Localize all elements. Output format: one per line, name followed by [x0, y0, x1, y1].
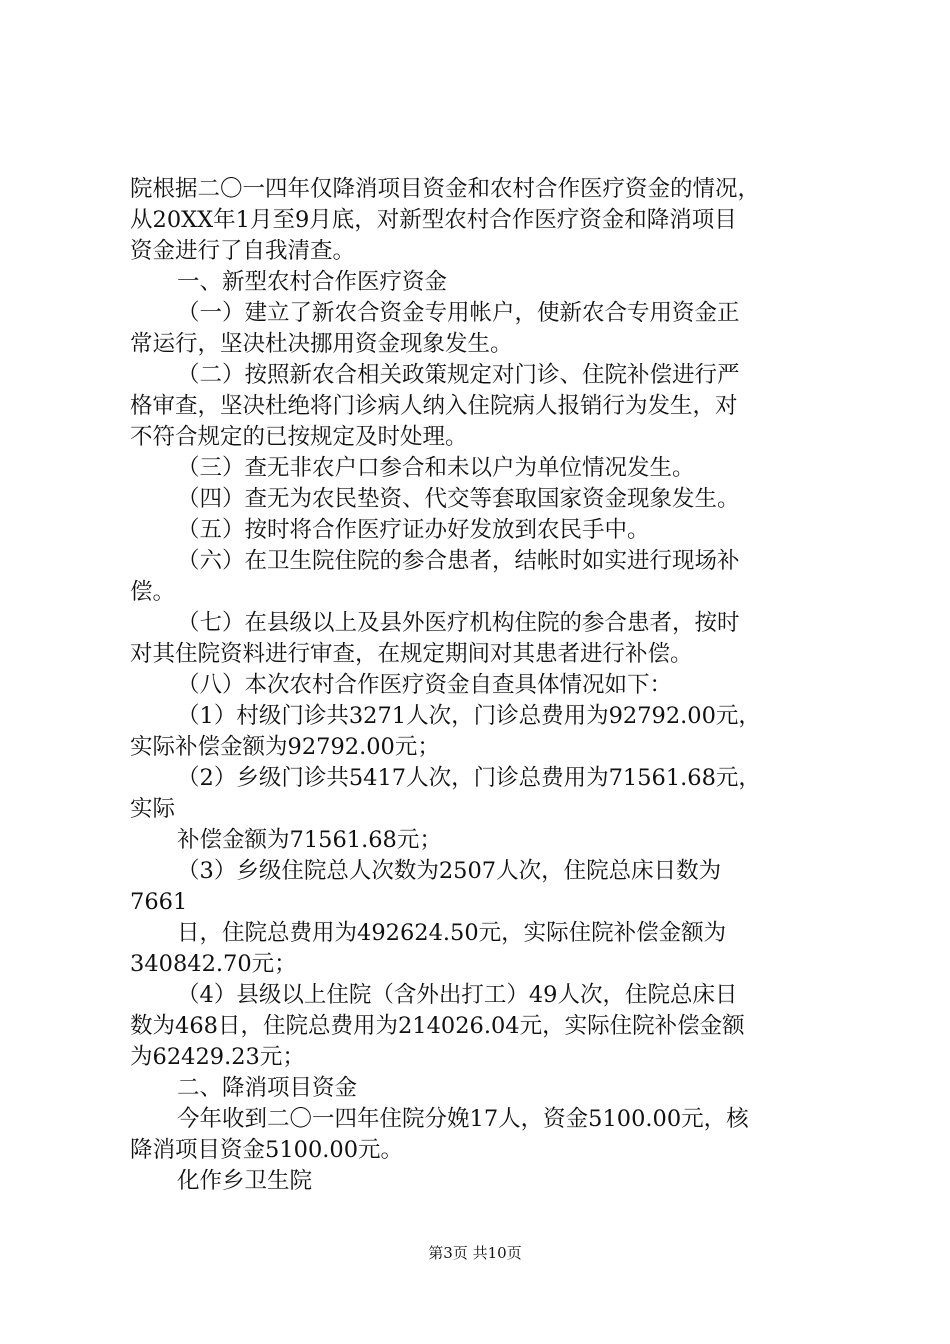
text-line: 340842.70元； — [130, 951, 297, 977]
text-line: （2）乡级门诊共5417人次，门诊总费用为71561.68元， — [177, 765, 761, 791]
text-line: 降消项目资金5100.00元。 — [130, 1137, 404, 1163]
text-line: 院根据二〇一四年仅降消项目资金和农村合作医疗资金的情况， — [130, 176, 761, 202]
text-line: 数为468日，住院总费用为214026.04元，实际住院补偿金额 — [130, 1013, 745, 1039]
text-line: 格审查，坚决杜绝将门诊病人纳入住院病人报销行为发生，对 — [130, 393, 738, 419]
text-line: （4）县级以上住院（含外出打工）49人次，住院总床日 — [177, 982, 738, 1008]
text-line: 补偿金额为71561.68元； — [177, 827, 442, 853]
text-line: 常运行，坚决杜决挪用资金现象发生。 — [130, 331, 513, 357]
text-line: 实际 — [130, 796, 176, 822]
signature-line: 化作乡卫生院 — [177, 1168, 313, 1194]
page-number-footer: 第3页 共10页 — [428, 1244, 522, 1262]
text-line: （三）查无非农户口参合和未以户为单位情况发生。 — [177, 455, 695, 481]
text-line: 资金进行了自我清查。 — [130, 238, 356, 264]
text-line: （1）村级门诊共3271人次，门诊总费用为92792.00元， — [177, 703, 761, 729]
text-line: 今年收到二〇一四年住院分娩17人，资金5100.00元，核 — [177, 1106, 749, 1132]
text-line: 为62429.23元； — [130, 1044, 305, 1070]
text-line: （3）乡级住院总人次数为2507人次，住院总床日数为 — [177, 858, 722, 884]
text-line: 从20XX年1月至9月底，对新型农村合作医疗资金和降消项目 — [130, 207, 737, 233]
text-line: （八）本次农村合作医疗资金自查具体情况如下： — [177, 672, 673, 698]
text-line: 实际补偿金额为92792.00元； — [130, 734, 440, 760]
text-line: （二）按照新农合相关政策规定对门诊、住院补偿进行严 — [177, 362, 740, 388]
text-line: （五）按时将合作医疗证办好发放到农民手中。 — [177, 517, 650, 543]
section-heading: 二、降消项目资金 — [177, 1075, 358, 1101]
text-line: （四）查无为农民垫资、代交等套取国家资金现象发生。 — [177, 486, 740, 512]
text-line: （七）在县级以上及县外医疗机构住院的参合患者，按时 — [177, 610, 740, 636]
text-line: 不符合规定的已按规定及时处理。 — [130, 424, 468, 450]
text-line: （一）建立了新农合资金专用帐户，使新农合专用资金正 — [177, 300, 740, 326]
text-line: 偿。 — [130, 579, 176, 605]
section-heading: 一、新型农村合作医疗资金 — [177, 269, 448, 295]
text-line: 7661 — [130, 889, 188, 915]
text-line: 日，住院总费用为492624.50元，实际住院补偿金额为 — [177, 920, 727, 946]
text-line: 对其住院资料进行审查，在规定期间对其患者进行补偿。 — [130, 641, 693, 667]
text-line: （六）在卫生院住院的参合患者，结帐时如实进行现场补 — [177, 548, 740, 574]
